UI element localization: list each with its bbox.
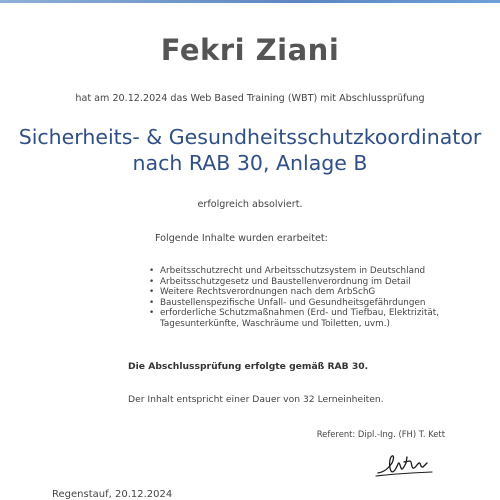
list-item <box>148 287 458 298</box>
list-item <box>148 277 458 288</box>
list-item <box>148 298 458 309</box>
topic-text: erforderliche Schutzmaßnahmen (Erd- und Tiefbau, Elektrizität, Tagesunterkünfte, Waschräume und Toiletten, uvm.) <box>160 308 440 329</box>
course-title-line-2: nach RAB 30, Anlage B <box>132 151 368 175</box>
topic-text: Arbeitsschutzrecht und Arbeitsschutzsystem in Deutschland <box>160 266 426 276</box>
intro-text: hat am 20.12.2024 das Web Based Training (WBT) mit Abschlussprüfung <box>75 93 425 104</box>
course-title <box>0 124 500 176</box>
bullet-icon: • <box>149 297 155 308</box>
place-date: Regenstauf, 20.12.2024 <box>52 489 173 500</box>
topics-heading: Folgende Inhalte wurden erarbeitet: <box>155 233 328 244</box>
topics-list <box>148 266 458 330</box>
exam-note: Die Abschlussprüfung erfolgte gemäß RAB 30. <box>128 361 369 372</box>
topic-text: Arbeitsschutzgesetz und Baustellenverordnung im Detail <box>160 276 411 287</box>
duration-note: Der Inhalt entspricht einer Dauer von 32 Lerneinheiten. <box>128 394 384 405</box>
bullet-icon: • <box>149 276 155 287</box>
topic-text: Weitere Rechtsverordnungen nach dem ArbSchG <box>160 287 376 298</box>
bullet-icon: • <box>149 287 155 298</box>
signature-image <box>374 449 436 479</box>
completion-text: erfolgreich absolviert. <box>197 199 303 210</box>
bullet-icon: • <box>149 266 155 276</box>
course-title-line-1: Sicherheits- & Gesundheitsschutzkoordinator <box>18 125 482 149</box>
list-item <box>148 266 458 277</box>
list-item <box>148 308 458 329</box>
topic-text: Baustellenspezifische Unfall- und Gesundheitsgefährdungen <box>160 297 426 308</box>
referent-text: Referent: Dipl.-Ing. (FH) T. Kett <box>316 429 445 439</box>
recipient-name: Fekri Ziani <box>160 33 340 67</box>
top-accent-bar <box>0 0 500 3</box>
bullet-icon: • <box>149 308 155 319</box>
